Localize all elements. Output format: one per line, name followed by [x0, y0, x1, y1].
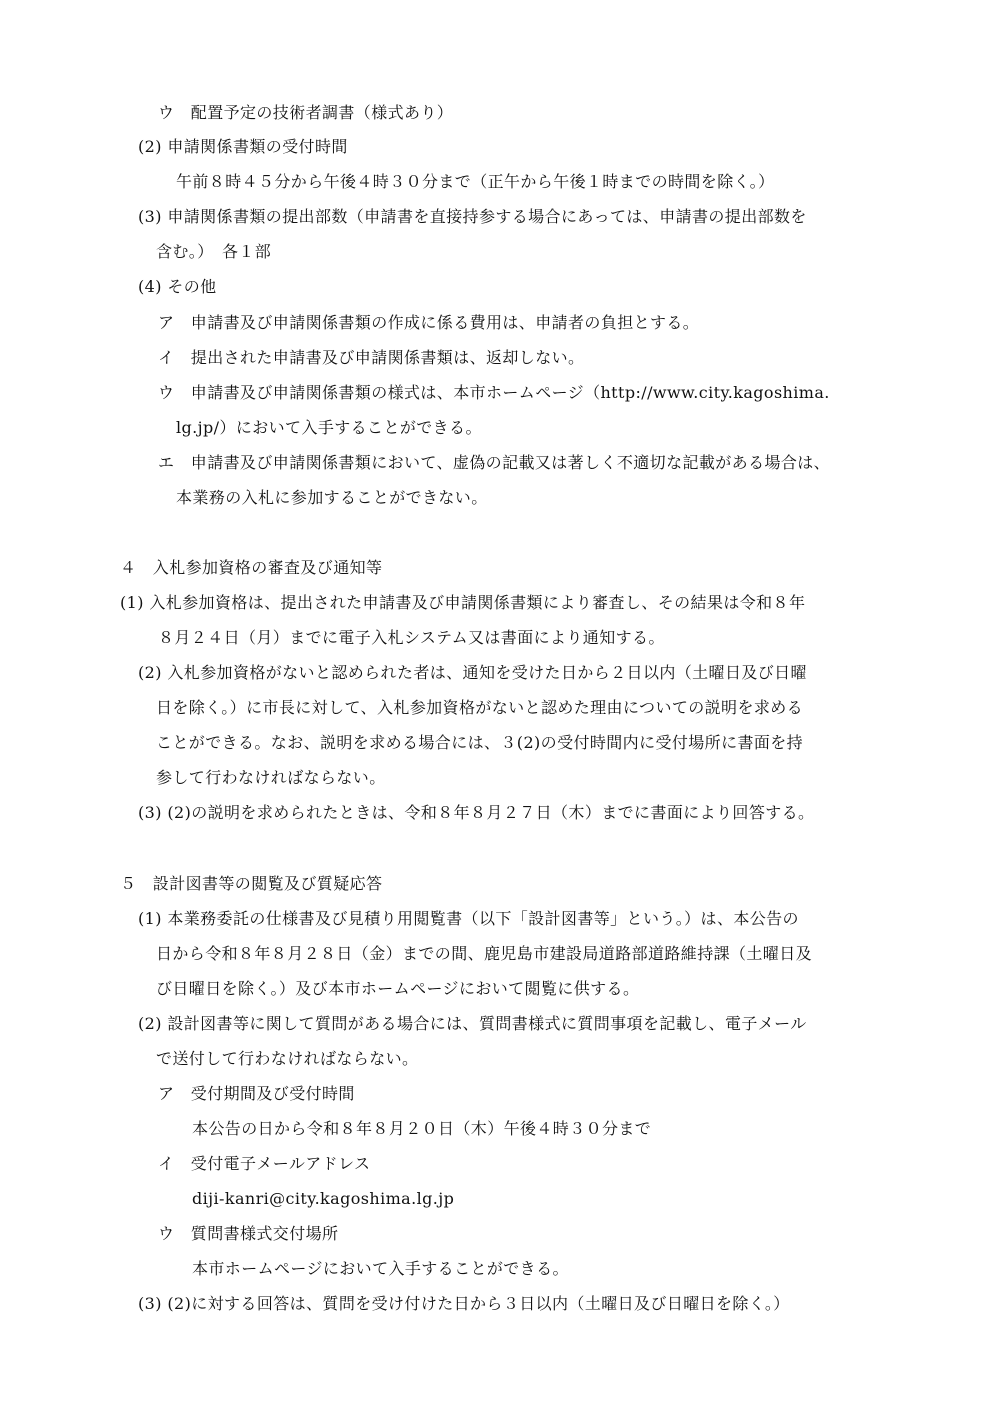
section-5-2-text: (2) 設計図書等に関して質問がある場合には、質問書様式に質問事項を記載し、電子メール: [138, 1014, 807, 1033]
section-4-3-text: (3) (2)の説明を求められたときは、令和８年８月２７日（木）までに書面により回答する。: [138, 803, 815, 822]
section-4-1-text: (1) 入札参加資格は、提出された申請書及び申請関係書類により審査し、その結果は令和８年: [120, 593, 806, 612]
item-u-forms: ウ 申請書及び申請関係書類の様式は、本市ホームページ（http://www.city.kagoshima.: [158, 383, 830, 402]
section-4-2-text-cont-1: 日を除く。）に市長に対して、入札参加資格がないと認めた理由についての説明を求める: [156, 698, 804, 717]
section-3-4-heading: (4) その他: [138, 277, 217, 296]
item-i-no-return: イ 提出された申請書及び申請関係書類は、返却しない。: [158, 348, 585, 367]
section-3-2-text: 午前８時４５分から午後４時３０分まで（正午から午後１時までの時間を除く。）: [176, 172, 775, 191]
section-5-1-text-cont-2: び日曜日を除く。）及び本市ホームページにおいて閲覧に供する。: [156, 979, 640, 998]
section-5-1-text: (1) 本業務委託の仕様書及び見積り用閲覧書（以下「設計図書等」という。）は、本公告の: [138, 909, 799, 928]
item-u-engineer-report: ウ 配置予定の技術者調書（様式あり）: [158, 103, 454, 122]
item-u-form-location: ウ 質問書様式交付場所: [158, 1224, 339, 1243]
item-u-forms-cont: lg.jp/）において入手することができる。: [176, 418, 482, 437]
section-5-2-text-cont: で送付して行わなければならない。: [156, 1049, 419, 1068]
section-4-2-text-cont-2: ことができる。なお、説明を求める場合には、３(2)の受付時間内に受付場所に書面を持: [156, 733, 804, 752]
section-3-3-text: (3) 申請関係書類の提出部数（申請書を直接持参する場合にあっては、申請書の提出部数を: [138, 207, 807, 226]
reception-period-text: 本公告の日から令和８年８月２０日（木）午後４時３０分まで: [192, 1119, 652, 1138]
section-4-2-text: (2) 入札参加資格がないと認められた者は、通知を受けた日から２日以内（土曜日及び日曜: [138, 663, 807, 682]
section-4-1-text-cont: ８月２４日（月）までに電子入札システム又は書面により通知する。: [158, 628, 665, 647]
item-a-reception-period: ア 受付期間及び受付時間: [158, 1084, 355, 1103]
section-3-3-text-cont: 含む。） 各１部: [156, 242, 272, 261]
email-address-text: diji-kanri@city.kagoshima.lg.jp: [192, 1189, 455, 1208]
form-location-text: 本市ホームページにおいて入手することができる。: [192, 1259, 569, 1278]
section-4-heading: ４ 入札参加資格の審査及び通知等: [120, 558, 383, 577]
item-i-email-address: イ 受付電子メールアドレス: [158, 1154, 371, 1173]
item-e-false-entry-cont: 本業務の入札に参加することができない。: [176, 488, 488, 507]
section-3-2-heading: (2) 申請関係書類の受付時間: [138, 137, 348, 156]
section-5-1-text-cont-1: 日から令和８年８月２８日（金）までの間、鹿児島市建設局道路部道路維持課（土曜日及: [156, 944, 813, 963]
section-4-2-text-cont-3: 参して行わなければならない。: [156, 768, 386, 787]
item-e-false-entry: エ 申請書及び申請関係書類において、虚偽の記載又は著しく不適切な記載がある場合は、: [158, 453, 831, 472]
section-5-3-text: (3) (2)に対する回答は、質問を受け付けた日から３日以内（土曜日及び日曜日を除く。）: [138, 1294, 790, 1313]
section-5-heading: ５ 設計図書等の閲覧及び質疑応答: [120, 874, 383, 893]
item-a-costs: ア 申請書及び申請関係書類の作成に係る費用は、申請者の負担とする。: [158, 313, 700, 332]
